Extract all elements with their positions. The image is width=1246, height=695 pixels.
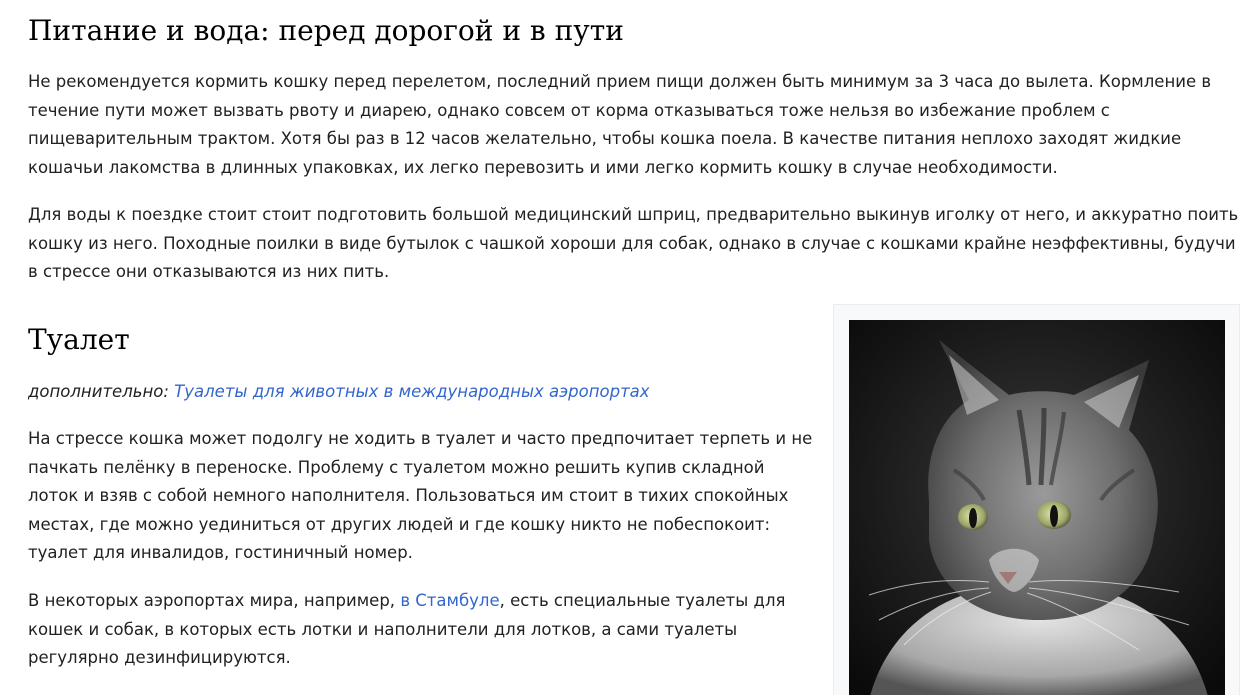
paragraph-food: Не рекомендуется кормить кошку перед перелетом, последний прием пищи должен быть минимум за 3 часа до вылета. Кормление в течение пути может вызвать рвоту и диарею, однако совсем от корма отказываться тоже нельзя во избежание проблем с пищеварительным трактом. Хотя бы раз в 12 часов желательно, чтобы кошка поела. В качестве питания неплохо заходят жидкие кошачьи лакомства в длинных упаковках, их легко перевозить и ими легко кормить кошку в случае необходимости. [28,72,1212,177]
cat-illustration [849,320,1225,695]
heading-toilet: Туалет [28,323,130,356]
istanbul-link[interactable]: в Стамбуле [400,591,500,610]
paragraph-water: Для воды к поездке стоит стоит подготовить большой медицинский шприц, предварительно выкинув иголку от него, и аккуратно поить кошку из него. Походные поилки в виде бутылок с чашкой хороши для собак, однако в случае с кошками крайне неэффективны, будучи в стрессе они отказываются из них пить. [28,205,1239,281]
image-figure [833,304,1240,695]
see-also-note [28,378,818,407]
see-also-link[interactable]: Туалеты для животных в международных аэропортах [174,382,650,401]
paragraph-airport-toilets [28,587,818,673]
cat-photo[interactable] [849,320,1225,695]
paragraph-airport-text-before: В некоторых аэропортах мира, например, [28,591,401,610]
paragraph-toilet: На стрессе кошка может подолгу не ходить в туалет и часто предпочитает терпеть и не пачкать пелёнку в переноске. Проблему с туалетом можно решить купив складной лоток и взяв с собой немного наполнителя. Пользоваться им стоит в тихих спокойных местах, где можно уединиться от других людей и где кошку никто не побеспокоит: туалет для инвалидов, гостиничный номер. [28,429,813,562]
see-also-prefix: дополнительно: [28,382,175,401]
heading-food-water: Питание и вода: перед дорогой и в пути [28,14,624,47]
paragraph-airport-text-after: , есть специальные туалеты для кошек и собак, в которых есть лотки и наполнители для лотков, а сами туалеты регулярно дезинфицируются. [28,591,786,667]
